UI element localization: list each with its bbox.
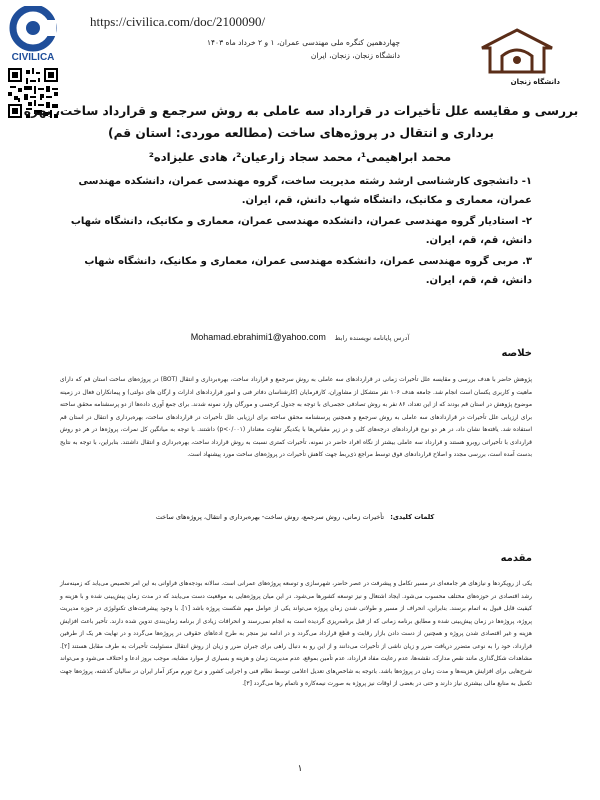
affiliation-3: ۳. مربی گروه مهندسی عمران، دانشکده مهندسی عمران، معماری و مکانیک، دانشگاه شهاب دانش، قم، قم، ایران. <box>84 256 532 286</box>
paper-title <box>10 100 592 144</box>
civilica-logo[interactable] <box>4 6 62 70</box>
corresponding-email[interactable]: Mohamad.ebrahimi1@yahoo.com <box>190 332 326 342</box>
email-label: آدرس پایانامه نویسنده رابط <box>334 334 410 342</box>
introduction-text: یکی از رویکردها و نیازهای هر جامعه‌ای در مسیر تکامل و پیشرفت در عصر حاضر، شهرسازی و توسعه پروژه‌های عمرانی است. سالانه بودجه‌های فراوانی به این امر تخصیص می‌یابد که زمینه‌ساز رشد اقتصادی در حوزه‌های مختلف محسوب می‌شود. ایجاد اشتغال و نیز توسعه کشورها می‌شود. در این میان پروژه‌هایی به موقعیت دست می‌یابند که در مدت زمان پیش‌بینی شده و با هزینه و کیفیت قابل قبول به اتمام برسند. بنابراین، انحراف از مسیر و طولانی شدن زمان پروژه می‌تواند یکی از عوامل مهم شکست پروژه باشد [۱]. با وجود پیشرفت‌های تکنولوژی در حوزه مدیریت پروژه، پروژه‌ها در زمان پیش‌بینی شده و مطابق برنامه زمانی که از قبل برنامه‌ریزی گردیده است به انجام نمی‌رسند و انحرافات زیادی از برنامه زمان‌بندی تدوین شده دارند. تأخیر باعث افزایش هزینه و غیر اقتصادی شدن پروژه و همچنین از دست دادن بازار رقابت و قطع قرارداد می‌گردد و در ادامه نیز منجر به طرح ادعاهای حقوقی در پروژه‌ها می‌گردد و در نهایت هر یک از طرفین قرارداد، خود را به نوعی متضرر دریافت ضرر و زیان ناشی از تأخیرات می‌دانند و از این رو به دنبال راهی برای جبران ضرر و زیان از روش انتقال مسئولیت تأخیرات به طرف مقابل هستند [۲]. مشاهدات شکل‌گذاری مانند نقص مدارک، نقشه‌ها، عدم رعایت مفاد قرارداد، عدم تأمین بموقع، عدم مدیریت زمان و هزینه و بسیاری از موارد مشابه، موجب بروز ادعا و اختلاف می‌شود و می‌تواند شرح‌هایی برای افزایش هزینه‌ها و مدت زمان در پروژه‌ها باشد. باتوجه به شاخص‌های تعدیل اعلامی توسط نظام فنی و اجرایی کشور و نرخ تورم مرکز آمار ایران در سالیان گذشته، پروژه‌ها جهت تکمیل به منابع مالی بیشتری نیاز دارند و حتی در بعضی از اوقات نیز پروژه به صورت نیمه‌کاره و ناتمام رها می‌گردد [۳]. <box>60 581 532 687</box>
abstract-text: پژوهش حاضر با هدف بررسی و مقایسه علل تأخیرات زمانی در قراردادهای سه عاملی به روش سرجمع و قرارداد ساخت، بهره‌برداری و انتقال (BOT) در پروژه‌های ساخت استان قم که دارای ماهیت و کاربری یکسان است انجام شد. جامعه هدف ۱۰۶ نفر متشکل از مشاوران، کارفرمایان (کارشناسان دفاتر فنی و امور قراردادهای ادارات و ارگان های دولتی) و پیمانکاران فعال در زمینه موضوع پژوهش در استان قم بودند که از این تعداد، ۸۶ نفر به روش تصادفی حجمی‌ای با توجه به جدول کرجسی و مورگان وارد نمونه شدند. برای جمع آوری داده‌ها از دو پرسشنامه محقق ساخته برای ارزیابی علل تأخیرات در قراردادهای سه عاملی به روش سرجمع و همچنین پرسشنامه محقق ساخته برای ارزیابی علل تأخیرات در قراردادهای ساخت، بهره‌برداری و انتقال در استان قم استفاده شد. یافته‌ها نشان داد، در هر دو نوع قراردادهای درجه‌های کلی و در زیر مقیاس‌ها با یکدیگر تفاوت معنادار (p<۰/۰۰۱) داشتند. با توجه به میانگین کل نمرات، پروژه‌ها در هر دو روش قراردادی با تأخیراتی روبرو هستند و قرارداد سه عاملی بیشتر از نگاه افراد حاضر در نمونه، تأخیرات کمتری نسبت به روش قرارداد ساخت، بهره‌برداری و انتقال داشتند. بنابراین، با توجه به نتایج بدست آمده است، بررسی مجدد و اصلاح قراردادهای فوق توسط مراجع ذی‌ربط جهت کاهش تأخیرات در پروژه‌های ساخت مورد پیشنهاد است. <box>60 377 533 458</box>
conference-info <box>200 36 400 62</box>
civilica-brand: CIVILICA <box>11 52 55 63</box>
university-emblem-icon <box>472 26 562 78</box>
page-number: ۱ <box>297 764 303 774</box>
document-url[interactable]: https://civilica.com/doc/2100090/ <box>90 14 266 29</box>
conference-line-1: چهاردهمین کنگره ملی مهندسی عمران، ۱ و ۲ خرداد ماه ۱۴۰۳ <box>207 38 400 47</box>
affiliation-2: ۲- استادیار گروه مهندسی عمران، دانشکده مهندسی عمران، معماری و مکانیک، دانشگاه شهاب دانش، قم، قم، ایران. <box>70 216 532 246</box>
civilica-c-icon <box>4 6 62 52</box>
university-logo <box>472 26 562 96</box>
keywords-label: کلمات کلیدی: <box>390 513 435 521</box>
keywords-text: تأخیرات زمانی، روش سرجمع، روش ساخت- بهره‌برداری و انتقال، پروژه‌های ساخت <box>155 513 385 521</box>
conference-line-2: دانشگاه زنجان، زنجان، ایران <box>310 51 400 60</box>
keywords <box>60 513 530 521</box>
paper-title-line-1: بررسی و مقایسه علل تأخیرات در قرارداد سه عاملی به روش سرجمع و قرارداد ساخت، بهره <box>23 104 579 118</box>
paper-title-line-2: برداری و انتقال در پروژه‌های ساخت (مطالعه موردی: استان قم) <box>108 126 494 140</box>
abstract-heading: خلاصه <box>501 348 532 359</box>
university-name: دانشگاه زنجان <box>510 78 560 86</box>
affiliation-1: ۱- دانشجوی کارشناسی ارشد رشته مدیریت ساخت، گروه مهندسی عمران، دانشکده مهندسی عمران، معماری و مکانیک، دانشگاه شهاب دانش، قم، ایران. <box>78 176 532 206</box>
corresponding-author <box>150 332 450 342</box>
authors: محمد ابراهیمی¹، محمد سجاد زارعیان²، هادی علیزاده² <box>148 150 452 164</box>
introduction-heading: مقدمه <box>500 553 532 564</box>
